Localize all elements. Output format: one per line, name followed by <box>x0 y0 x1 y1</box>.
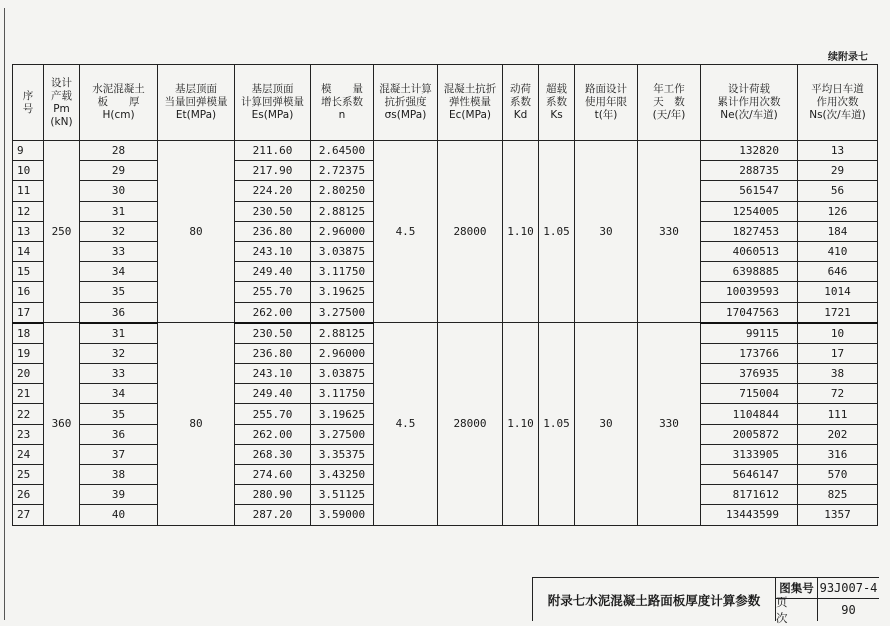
ns-cell: 825 <box>798 485 878 505</box>
n-cell: 3.19625 <box>311 282 374 302</box>
ne-cell: 5646147 <box>701 465 798 485</box>
ns-cell: 1357 <box>798 505 878 525</box>
sigma-s-cell: 4.5 <box>374 323 438 525</box>
ns-cell: 17 <box>798 343 878 363</box>
es-cell: 287.20 <box>235 505 311 525</box>
ne-cell: 13443599 <box>701 505 798 525</box>
thickness-cell: 32 <box>80 343 158 363</box>
seq-cell: 19 <box>13 343 44 363</box>
es-cell: 243.10 <box>235 364 311 384</box>
header-ec-line: 弹性模量 <box>449 96 491 108</box>
es-cell: 280.90 <box>235 485 311 505</box>
header-ks <box>539 65 575 141</box>
design-life-cell: 30 <box>575 323 638 525</box>
ec-cell: 28000 <box>438 141 503 323</box>
ne-cell: 1104844 <box>701 404 798 424</box>
n-cell: 3.59000 <box>311 505 374 525</box>
seq-cell: 18 <box>13 323 44 344</box>
thickness-cell: 31 <box>80 323 158 344</box>
header-n-line: 模 量 <box>321 83 363 95</box>
header-thickness-line: 水泥混凝土 <box>92 83 145 95</box>
kd-cell: 1.10 <box>503 323 539 525</box>
thickness-cell: 33 <box>80 364 158 384</box>
seq-cell: 10 <box>13 161 44 181</box>
seq-cell: 9 <box>13 141 44 161</box>
thickness-cell: 39 <box>80 485 158 505</box>
ne-cell: 173766 <box>701 343 798 363</box>
thickness-cell: 35 <box>80 404 158 424</box>
header-thickness <box>80 65 158 141</box>
header-ns <box>798 65 878 141</box>
n-cell: 3.27500 <box>311 302 374 323</box>
seq-cell: 26 <box>13 485 44 505</box>
header-sigma-s-line: 混凝土计算 <box>379 83 432 95</box>
ns-cell: 646 <box>798 262 878 282</box>
header-ns-line: 作用次数 <box>816 96 859 108</box>
n-cell: 3.27500 <box>311 424 374 444</box>
thickness-cell: 36 <box>80 302 158 323</box>
ns-cell: 111 <box>798 404 878 424</box>
header-work-days-line: 年工作 <box>653 83 685 95</box>
atlas-number-label: 图集号 <box>776 578 818 599</box>
es-cell: 255.70 <box>235 404 311 424</box>
es-cell: 230.50 <box>235 201 311 221</box>
header-thickness-line: 板 厚 <box>97 96 140 108</box>
header-ec-line: Ec(MPa) <box>449 109 491 121</box>
header-ks-line: Ks <box>550 109 563 121</box>
ne-cell: 1827453 <box>701 221 798 241</box>
header-es-line: Es(MPa) <box>251 109 294 121</box>
et-cell: 80 <box>158 323 235 525</box>
header-n <box>311 65 374 141</box>
n-cell: 3.19625 <box>311 404 374 424</box>
es-cell: 262.00 <box>235 424 311 444</box>
sigma-s-cell: 4.5 <box>374 141 438 323</box>
ns-cell: 410 <box>798 241 878 261</box>
ne-cell: 288735 <box>701 161 798 181</box>
ns-cell: 29 <box>798 161 878 181</box>
pm-cell: 360 <box>44 323 80 525</box>
seq-cell: 13 <box>13 221 44 241</box>
header-thickness-line: H(cm) <box>102 109 135 121</box>
es-cell: 236.80 <box>235 221 311 241</box>
table-header-row <box>13 65 878 141</box>
thickness-cell: 35 <box>80 282 158 302</box>
ks-cell: 1.05 <box>539 141 575 323</box>
ns-cell: 1014 <box>798 282 878 302</box>
table-row <box>13 323 878 344</box>
seq-cell: 21 <box>13 384 44 404</box>
thickness-cell: 29 <box>80 161 158 181</box>
header-pm-line: Pm <box>53 102 70 115</box>
ne-cell: 3133905 <box>701 444 798 464</box>
es-cell: 243.10 <box>235 241 311 261</box>
header-pm-line: 产载 <box>51 89 72 102</box>
header-work-days-line: (天/年) <box>652 109 686 121</box>
thickness-cell: 28 <box>80 141 158 161</box>
header-n-line: n <box>338 109 346 121</box>
n-cell: 3.11750 <box>311 384 374 404</box>
es-cell: 230.50 <box>235 323 311 344</box>
header-es-line: 计算回弹模量 <box>241 96 304 108</box>
es-cell: 262.00 <box>235 302 311 323</box>
header-ne-line: Ne(次/车道) <box>720 109 778 121</box>
header-sigma-s <box>374 65 438 141</box>
header-seq-line: 序 <box>22 89 34 102</box>
thickness-cell: 34 <box>80 384 158 404</box>
thickness-cell: 40 <box>80 505 158 525</box>
header-work-days <box>638 65 701 141</box>
header-work-days-line: 天 数 <box>653 96 685 108</box>
seq-cell: 24 <box>13 444 44 464</box>
header-pm <box>44 65 80 141</box>
header-et-line: 当量回弹模量 <box>164 96 228 108</box>
header-ns-line: 平均日车道 <box>811 83 864 95</box>
pm-cell: 250 <box>44 141 80 323</box>
kd-cell: 1.10 <box>503 141 539 323</box>
ne-cell: 376935 <box>701 364 798 384</box>
ne-cell: 1254005 <box>701 201 798 221</box>
thickness-cell: 32 <box>80 221 158 241</box>
ns-cell: 1721 <box>798 302 878 323</box>
seq-cell: 14 <box>13 241 44 261</box>
drawing-title: 附录七水泥混凝土路面板厚度计算参数 <box>533 578 776 621</box>
es-cell: 236.80 <box>235 343 311 363</box>
seq-cell: 22 <box>13 404 44 424</box>
header-et <box>158 65 235 141</box>
thickness-cell: 33 <box>80 241 158 261</box>
n-cell: 2.72375 <box>311 161 374 181</box>
parameter-table <box>12 64 878 526</box>
header-es-line: 基层顶面 <box>251 83 294 95</box>
header-ec <box>438 65 503 141</box>
header-ne-line: 设计荷载 <box>728 83 770 95</box>
work-days-cell: 330 <box>638 141 701 323</box>
ns-cell: 13 <box>798 141 878 161</box>
header-kd <box>503 65 539 141</box>
work-days-cell: 330 <box>638 323 701 525</box>
title-block <box>532 577 879 625</box>
header-kd-line: Kd <box>513 109 528 121</box>
et-cell: 80 <box>158 141 235 323</box>
header-kd-line: 系数 <box>510 96 531 108</box>
es-cell: 217.90 <box>235 161 311 181</box>
header-et-line: Et(MPa) <box>175 109 217 121</box>
header-ne-line: 累计作用次数 <box>717 96 781 108</box>
ns-cell: 56 <box>798 181 878 201</box>
es-cell: 249.40 <box>235 262 311 282</box>
n-cell: 3.43250 <box>311 465 374 485</box>
header-sigma-s-line: 抗折强度 <box>384 96 427 108</box>
es-cell: 211.60 <box>235 141 311 161</box>
n-cell: 2.80250 <box>311 181 374 201</box>
header-ne <box>701 65 798 141</box>
ns-cell: 316 <box>798 444 878 464</box>
ns-cell: 570 <box>798 465 878 485</box>
es-cell: 249.40 <box>235 384 311 404</box>
header-ks-line: 超载 <box>546 83 567 95</box>
header-sigma-s-line: σs(MPa) <box>384 109 427 121</box>
thickness-cell: 31 <box>80 201 158 221</box>
header-kd-line: 动荷 <box>510 83 531 95</box>
header-design-life-line: 路面设计 <box>585 83 627 95</box>
es-cell: 255.70 <box>235 282 311 302</box>
seq-cell: 16 <box>13 282 44 302</box>
ne-cell: 10039593 <box>701 282 798 302</box>
n-cell: 2.96000 <box>311 221 374 241</box>
seq-cell: 27 <box>13 505 44 525</box>
thickness-cell: 30 <box>80 181 158 201</box>
thickness-cell: 37 <box>80 444 158 464</box>
ns-cell: 38 <box>798 364 878 384</box>
ns-cell: 126 <box>798 201 878 221</box>
header-design-life-line: 使用年限 <box>585 96 627 108</box>
ns-cell: 202 <box>798 424 878 444</box>
design-life-cell: 30 <box>575 141 638 323</box>
ne-cell: 4060513 <box>701 241 798 261</box>
ne-cell: 715004 <box>701 384 798 404</box>
ec-cell: 28000 <box>438 323 503 525</box>
page-number-label: 页次 <box>776 599 818 621</box>
ne-cell: 6398885 <box>701 262 798 282</box>
header-n-line: 增长系数 <box>321 96 363 108</box>
es-cell: 224.20 <box>235 181 311 201</box>
n-cell: 3.35375 <box>311 444 374 464</box>
table-row <box>13 141 878 161</box>
n-cell: 3.03875 <box>311 241 374 261</box>
n-cell: 2.64500 <box>311 141 374 161</box>
ns-cell: 184 <box>798 221 878 241</box>
ne-cell: 561547 <box>701 181 798 201</box>
thickness-cell: 38 <box>80 465 158 485</box>
n-cell: 3.03875 <box>311 364 374 384</box>
header-pm-line: 设计 <box>51 76 72 89</box>
continued-label: 续附录七 <box>828 52 868 63</box>
header-es <box>235 65 311 141</box>
es-cell: 274.60 <box>235 465 311 485</box>
n-cell: 3.11750 <box>311 262 374 282</box>
header-pm-line: (kN) <box>50 115 73 128</box>
seq-cell: 23 <box>13 424 44 444</box>
ne-cell: 8171612 <box>701 485 798 505</box>
seq-cell: 17 <box>13 302 44 323</box>
header-design-life <box>575 65 638 141</box>
header-seq <box>13 65 44 141</box>
ks-cell: 1.05 <box>539 323 575 525</box>
page-edge-line <box>4 8 5 620</box>
seq-cell: 15 <box>13 262 44 282</box>
seq-cell: 12 <box>13 201 44 221</box>
ns-cell: 72 <box>798 384 878 404</box>
seq-cell: 11 <box>13 181 44 201</box>
page-number-value: 90 <box>841 603 856 617</box>
n-cell: 2.88125 <box>311 323 374 344</box>
n-cell: 2.88125 <box>311 201 374 221</box>
header-seq-line: 号 <box>22 102 34 115</box>
es-cell: 268.30 <box>235 444 311 464</box>
header-ns-line: Ns(次/车道) <box>809 109 866 121</box>
ne-cell: 17047563 <box>701 302 798 323</box>
table-body <box>13 141 878 526</box>
n-cell: 3.51125 <box>311 485 374 505</box>
atlas-number-value: 93J007-4 <box>818 578 879 599</box>
seq-cell: 25 <box>13 465 44 485</box>
header-design-life-line: t(年) <box>594 109 618 121</box>
thickness-cell: 34 <box>80 262 158 282</box>
header-ec-line: 混凝土抗折 <box>443 83 497 95</box>
header-ks-line: 系数 <box>546 96 567 108</box>
ne-cell: 132820 <box>701 141 798 161</box>
header-et-line: 基层顶面 <box>175 83 217 95</box>
ne-cell: 99115 <box>701 323 798 344</box>
seq-cell: 20 <box>13 364 44 384</box>
n-cell: 2.96000 <box>311 343 374 363</box>
thickness-cell: 36 <box>80 424 158 444</box>
ns-cell: 10 <box>798 323 878 344</box>
ne-cell: 2005872 <box>701 424 798 444</box>
